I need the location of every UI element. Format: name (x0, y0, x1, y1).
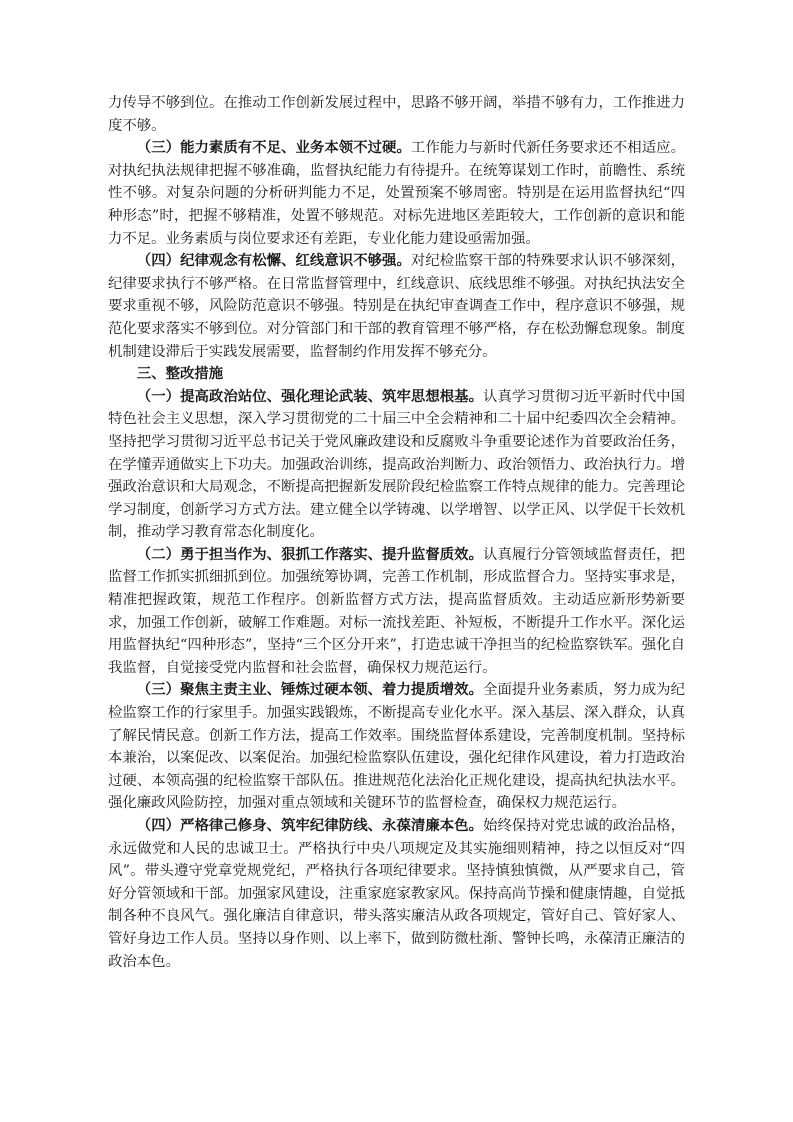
paragraph-body: 认真学习贯彻习近平新时代中国特色社会主义思想，深入学习贯彻党的二十届三中全会精神和二十届中纪委四次全会精神。坚持把学习贯彻习近平总书记关于党风廉政建设和反腐败斗争重要论述作为首要政治任务，在学懂弄通做实上下功夫。加强政治训练，提高政治判断力、政治领悟力、政治执行力。增强政治意识和大局观念，不断提高把握新发展阶段纪检监察工作特点规律的能力。完善理论学习制度，创新学习方式方法。建立健全以学铸魂、以学增智、以学正风、以学促干长效机制，推动学习教育常态化制度化。 (108, 388, 685, 541)
paragraph-ability-shortfall (108, 137, 685, 250)
paragraph-continuation (108, 92, 685, 137)
paragraph-body: 力传导不够到位。在推动工作创新发展过程中，思路不够开阔，举措不够有力，工作推进力度不够。 (108, 95, 685, 134)
paragraph-heading: （三）聚焦主责主业、锤炼过硬本领、着力提质增效。 (136, 681, 484, 699)
paragraph-core-duties (108, 679, 685, 815)
section-heading-rectification (108, 363, 685, 386)
paragraph-take-responsibility (108, 544, 685, 680)
paragraph-heading: （四）纪律观念有松懈、红线意识不够强。 (136, 252, 411, 270)
paragraph-body: 始终保持对党忠诚的政治品格，永远做党和人民的忠诚卫士。严格执行中央八项规定及其实施细则精神，持之以恒反对“四风”。带头遵守党章党规党纪，严格执行各项纪律要求。坚持慎独慎微，从严要求自己，管好分管领域和干部。加强家风建设，注重家庭家教家风。保持高尚节操和健康情趣，自觉抵制各种不良风气。强化廉洁自律意识，带头落实廉洁从政各项规定，管好自己、管好家人、管好身边工作人员。坚持以身作则、以上率下，做到防微杜渐、警钟长鸣，永葆清正廉洁的政治本色。 (108, 818, 685, 970)
paragraph-heading: （四）严格律己修身、筑牢纪律防线、永葆清廉本色。 (136, 817, 484, 834)
paragraph-heading: （二）勇于担当作为、狠抓工作落实、提升监督质效。 (136, 545, 484, 563)
paragraph-political-stance (108, 386, 685, 544)
document-page (108, 92, 685, 973)
paragraph-body: 认真履行分管领域监督责任，把监督工作抓实抓细抓到位。加强统筹协调，完善工作机制，形成监督合力。坚持实事求是，精准把握政策，规范工作程序。创新监督方式方法，提高监督质效。主动适应新形势新要求，加强工作创新，破解工作难题。对标一流找差距、补短板，不断提升工作水平。深化运用监督执纪“四种形态”，坚持“三个区分开来”，打造忠诚干净担当的纪检监察铁军。强化自我监督，自觉接受党内监督和社会监督，确保权力规范运行。 (108, 546, 685, 676)
paragraph-body: 工作能力与新时代新任务要求还不相适应。对执纪执法规律把握不够准确，监督执纪能力有待提升。在统筹谋划工作时，前瞻性、系统性不够。对复杂问题的分析研判能力不足，处置预案不够周密。特别是在运用监督执纪“四种形态”时，把握不够精准，处置不够规范。对标先进地区差距较大，工作创新的意识和能力不足。业务素质与岗位要求还有差距，专业化能力建设亟需加强。 (108, 140, 685, 247)
section-heading-text: 三、整改措施 (136, 365, 224, 383)
paragraph-body: 对纪检监察干部的特殊要求认识不够深刻，纪律要求执行不够严格。在日常监督管理中，红线意识、底线思维不够强。对执纪执法安全要求重视不够，风险防范意识不够强。特别是在执纪审查调查工作中，程序意识不够强，规范化要求落实不够到位。对分管部门和干部的教育管理不够严格，存在松劲懈怠现象。制度机制建设滞后于实践发展需要，监督制约作用发挥不够充分。 (108, 253, 685, 360)
paragraph-body: 全面提升业务素质，努力成为纪检监察工作的行家里手。加强实践锻炼，不断提高专业化水平。深入基层、深入群众，认真了解民情民意。创新工作方法，提高工作效率。围绕监督体系建设，完善制度机制。坚持标本兼治，以案促改、以案促治。加强纪检监察队伍建设，强化纪律作风建设，着力打造政治过硬、本领高强的纪检监察干部队伍。推进规范化法治化正规化建设，提高执纪执法水平。强化廉政风险防控，加强对重点领域和关键环节的监督检查，确保权力规范运行。 (108, 682, 685, 812)
paragraph-self-discipline (108, 815, 685, 973)
paragraph-heading: （一）提高政治站位、强化理论武装、筑牢思想根基。 (136, 387, 484, 405)
paragraph-discipline-laxity (108, 250, 685, 363)
paragraph-heading: （三）能力素质有不足、业务本领不过硬。 (136, 139, 411, 157)
